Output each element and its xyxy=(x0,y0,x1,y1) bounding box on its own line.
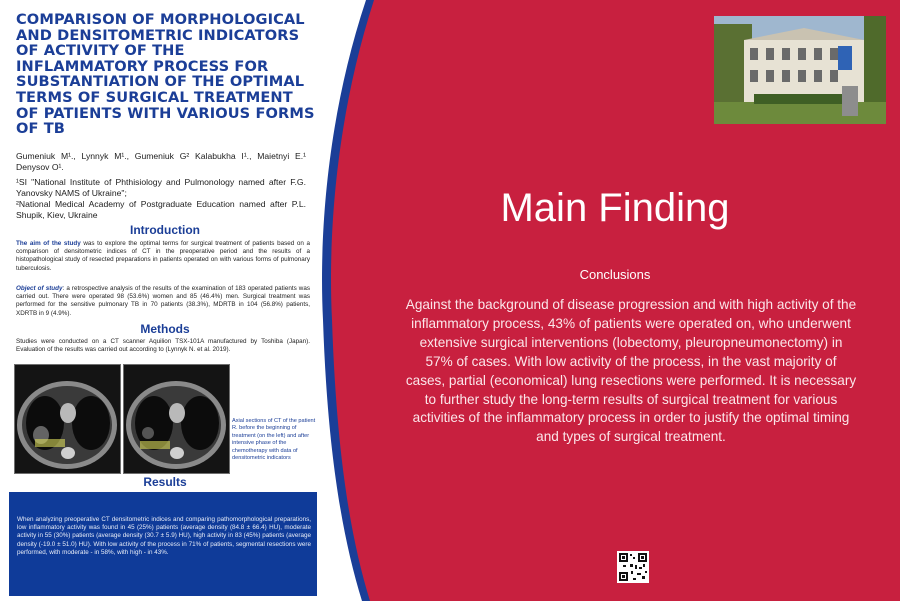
methods-heading: Methods xyxy=(140,322,190,336)
poster-title: COMPARISON OF MORPHOLOGICAL AND DENSITOMETRIC INDICATORS OF ACTIVITY OF THE INFLAMMATORY PROCESS FOR SUBSTANTIATION OF THE OPTIMAL TERMS OF SURGICAL TREATMENT OF PATIENTS WITH VARIOUS FORMS OF TB xyxy=(16,11,315,138)
methods-text: Studies were conducted on a CT scanner Aquilion TSX-101A manufactured by Toshiba (Japan). Evaluation of the results was carried out according to (Lynnyk N. et al. 2019). xyxy=(16,338,310,354)
results-heading: Results xyxy=(143,475,187,489)
affiliation-2: ²National Medical Academy of Postgraduate Education named after P.L. Shupik, Kiev, Ukraine xyxy=(16,199,306,220)
object-paragraph xyxy=(16,285,310,318)
left-column xyxy=(0,0,330,601)
object-label: Object of study xyxy=(16,285,63,292)
aim-paragraph xyxy=(16,240,310,273)
introduction-heading: Introduction xyxy=(130,223,200,237)
conclusions-text: Against the background of disease progression and with high activity of the inflammatory process, 43% of patients were operated on, who underwent extensive surgical interventions (lobectomy, pleuropneumonectomy) in 57% of cases. With low activity of the process, in the vast majority of cases, partial (economical) lung resections were performed. It is necessary to further study the long-term results of surgical treatment for various activities of the inflammatory process in order to justify the optimal timing and types of surgical treatment. xyxy=(405,297,857,445)
aim-label: The aim of the study xyxy=(16,240,81,247)
authors: Gumeniuk M¹., Lynnyk M¹., Gumeniuk G² Kalabukha I¹., Maietnyi E.¹ Denysov O¹. xyxy=(16,151,306,172)
object-text: : a retrospective analysis of the results of the examination of 183 operated patients was carried out. There were operated 98 (53.6%) women and 85 (46.4%) men. Surgical treatment was performed for the sensitive pulmonary TB in 70 patients (38.3%), MDRTB in 104 (56.8%) patients, XDRTB in 9 (4.9%). xyxy=(16,285,310,317)
results-text: When analyzing preoperative CT densitometric indices and comparing pathomorphological preparations, low inflammatory activity was found in 45 (25%) patients (average density (84.8 ± 66.4) HU), moderate activity in 55 (30%) patients (average density (30.7 ± 5.9) HU), high activity in 83 (45%) patients (average density (-19.0 ± 51.0) HU). With low activity of the process in 71% of patients, segmental resections were performed, with moderate - in 58%, with high - in 43%. xyxy=(17,516,311,556)
main-finding-title: Main Finding xyxy=(500,186,730,230)
affiliation-1: ¹SI "National Institute of Phthisiology and Pulmonology named after F.G. Yanovsky NAMS of Ukraine"; xyxy=(16,177,306,198)
qr-code[interactable] xyxy=(617,551,649,583)
institute-building-photo xyxy=(714,16,886,124)
ct-caption: Axial sections of CT of the patient R. before the beginning of treatment (on the left) and after intensive phase of the chemotherapy with data of densitometric indicators xyxy=(232,418,316,462)
aim-text: was to explore the optimal terms for surgical treatment of patients based on a comparison of densitometric indices of CT in the preoperative period and the results of a histopathological study of resected preparations in patients operated on with various forms of pulmonary tuberculosis. xyxy=(16,240,310,272)
ct-scan-after-image xyxy=(123,364,230,474)
conclusions-heading: Conclusions xyxy=(579,267,651,282)
results-box xyxy=(9,492,317,596)
ct-scan-before-image xyxy=(14,364,121,474)
